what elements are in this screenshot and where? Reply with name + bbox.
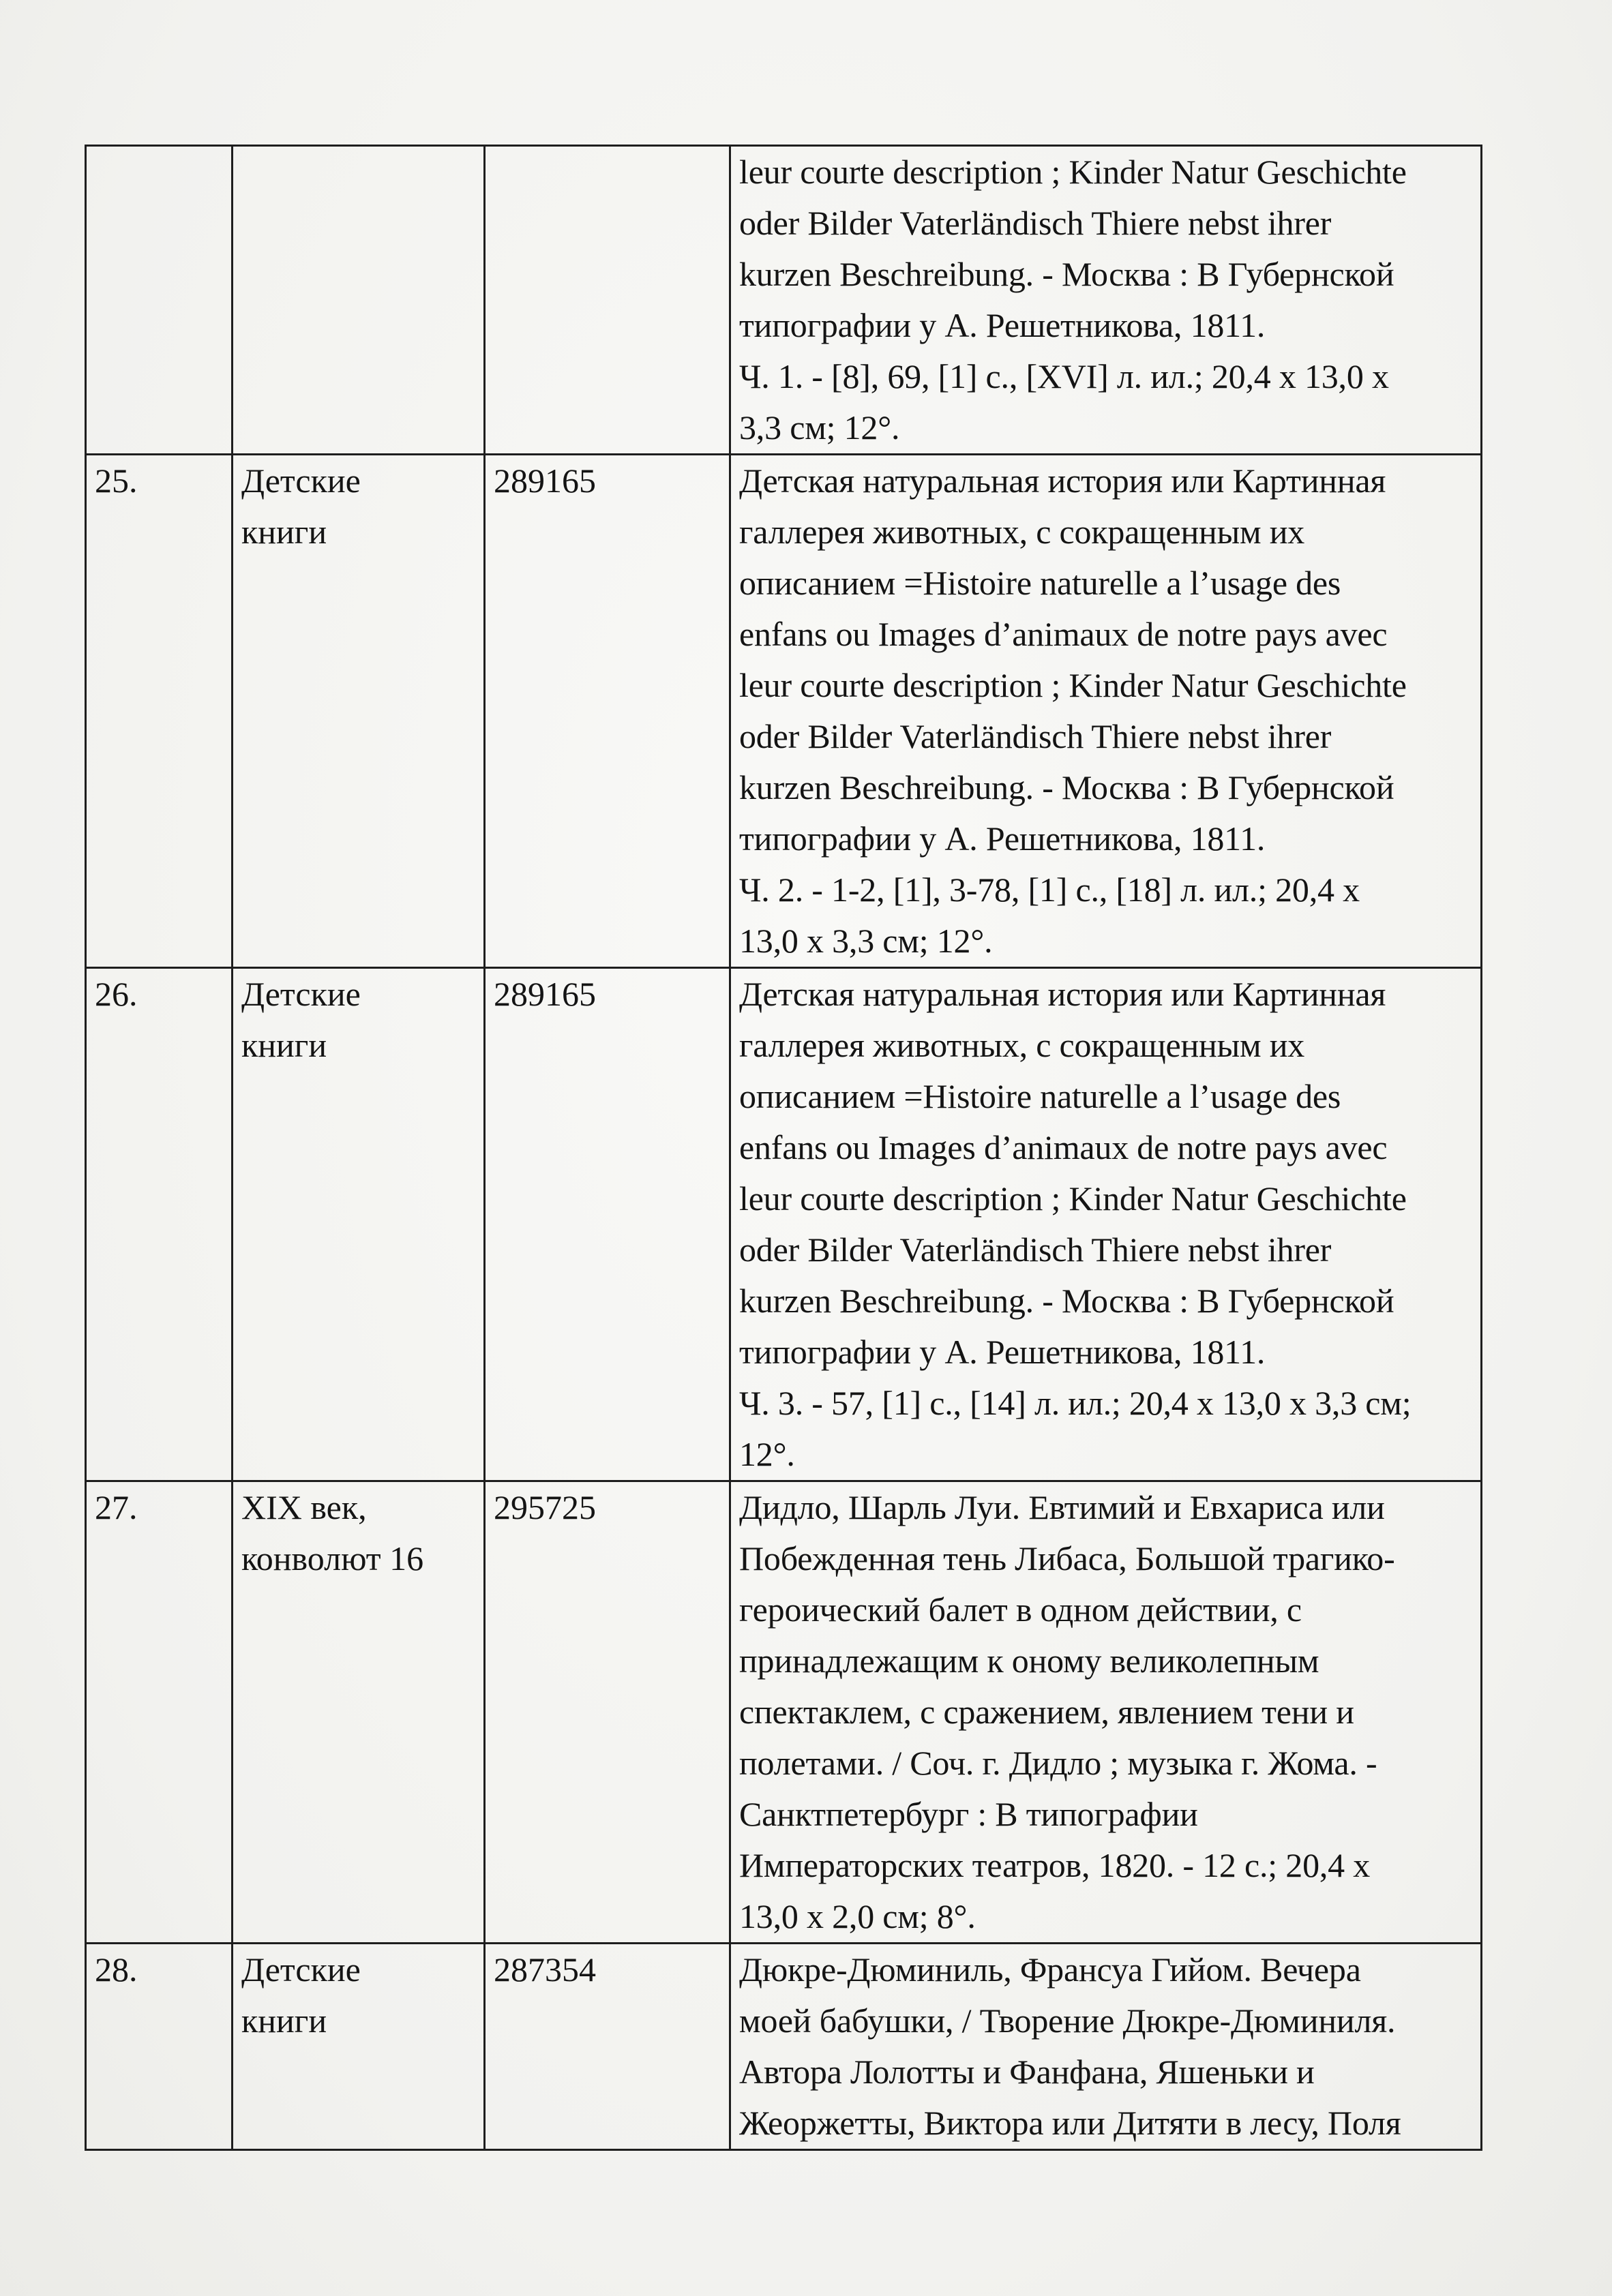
description-line: kurzen Beschreibung. - Москва : В Губернской bbox=[739, 1282, 1394, 1320]
collection-cell bbox=[233, 455, 485, 968]
collection-cell bbox=[233, 146, 485, 455]
table-row bbox=[86, 968, 1482, 1481]
description-line: oder Bilder Vaterländisch Thiere nebst ihrer bbox=[739, 204, 1332, 242]
catalog-table bbox=[85, 145, 1482, 2151]
description-line: типографии у А. Решетникова, 1811. bbox=[739, 306, 1266, 344]
catalog-table-body bbox=[86, 146, 1482, 2150]
description-line: Дюкре-Дюминиль, Франсуа Гийом. Вечера bbox=[739, 1950, 1361, 1989]
description-line: моей бабушки, / Творение Дюкре-Дюминиля. bbox=[739, 2002, 1396, 2040]
description-line: Императорских театров, 1820. - 12 с.; 20,4 х bbox=[739, 1846, 1371, 1884]
table-row bbox=[86, 1944, 1482, 2150]
description-line: Ч. 2. - 1-2, [1], 3-78, [1] с., [18] л. ил.; 20,4 х bbox=[739, 871, 1360, 909]
collection-line: конволют 16 bbox=[241, 1539, 424, 1577]
description-line: Детская натуральная история или Картинная bbox=[739, 975, 1386, 1013]
collection-line: книги bbox=[241, 2002, 327, 2040]
entry-number-cell: 25. bbox=[86, 455, 233, 968]
description-line: oder Bilder Vaterländisch Thiere nebst ihrer bbox=[739, 717, 1332, 755]
description-line: полетами. / Соч. г. Дидло ; музыка г. Жома. - bbox=[739, 1744, 1377, 1782]
entry-number-cell: 28. bbox=[86, 1944, 233, 2150]
description-line: Автора Лолотты и Фанфана, Яшеньки и bbox=[739, 2053, 1315, 2091]
bibliographic-description-cell bbox=[730, 1944, 1482, 2150]
description-line: 13,0 х 2,0 см; 8°. bbox=[739, 1897, 976, 1935]
description-line: kurzen Beschreibung. - Москва : В Губернской bbox=[739, 255, 1394, 293]
description-line: Детская натуральная история или Картинная bbox=[739, 462, 1386, 500]
inventory-number-cell: 295725 bbox=[485, 1481, 730, 1944]
collection-cell bbox=[233, 1944, 485, 2150]
bibliographic-description-cell bbox=[730, 146, 1482, 455]
table-row bbox=[86, 146, 1482, 455]
inventory-number-cell: 289165 bbox=[485, 455, 730, 968]
collection-cell bbox=[233, 968, 485, 1481]
description-line: Санктпетербург : В типографии bbox=[739, 1795, 1198, 1833]
inventory-number-cell bbox=[485, 146, 730, 455]
description-line: enfans ou Images d’animaux de notre pays avec bbox=[739, 615, 1388, 653]
description-line: Жеоржетты, Виктора или Дитяти в лесу, Поля bbox=[739, 2104, 1401, 2142]
description-line: галлерея животных, с сокращенным их bbox=[739, 1026, 1305, 1064]
description-line: описанием =Histoire naturelle a l’usage des bbox=[739, 1077, 1341, 1115]
description-line: leur courte description ; Kinder Natur Geschichte bbox=[739, 153, 1407, 191]
description-line: описанием =Histoire naturelle a l’usage des bbox=[739, 564, 1341, 602]
description-line: leur courte description ; Kinder Natur Geschichte bbox=[739, 1179, 1407, 1218]
table-row bbox=[86, 455, 1482, 968]
inventory-number-cell: 287354 bbox=[485, 1944, 730, 2150]
bibliographic-description-cell bbox=[730, 455, 1482, 968]
description-line: героический балет в одном действии, с bbox=[739, 1590, 1302, 1629]
description-line: 12°. bbox=[739, 1435, 795, 1473]
description-line: принадлежащим к оному великолепным bbox=[739, 1642, 1319, 1680]
description-line: 3,3 см; 12°. bbox=[739, 408, 900, 447]
description-line: oder Bilder Vaterländisch Thiere nebst ihrer bbox=[739, 1230, 1332, 1269]
description-line: leur courte description ; Kinder Natur Geschichte bbox=[739, 666, 1407, 704]
table-row bbox=[86, 1481, 1482, 1944]
description-line: 13,0 х 3,3 см; 12°. bbox=[739, 922, 993, 960]
collection-line: Детские bbox=[241, 462, 361, 500]
bibliographic-description-cell bbox=[730, 968, 1482, 1481]
bibliographic-description-cell bbox=[730, 1481, 1482, 1944]
collection-line: Детские bbox=[241, 975, 361, 1013]
collection-cell bbox=[233, 1481, 485, 1944]
description-line: спектаклем, с сражением, явлением тени и bbox=[739, 1693, 1354, 1731]
entry-number-cell: 27. bbox=[86, 1481, 233, 1944]
collection-line: книги bbox=[241, 513, 327, 551]
description-line: галлерея животных, с сокращенным их bbox=[739, 513, 1305, 551]
entry-number-cell bbox=[86, 146, 233, 455]
description-line: Дидло, Шарль Луи. Евтимий и Евхариса или bbox=[739, 1488, 1385, 1526]
description-line: Ч. 1. - [8], 69, [1] с., [XVI] л. ил.; 20,4 х 13,0 х bbox=[739, 357, 1389, 395]
entry-number-cell: 26. bbox=[86, 968, 233, 1481]
inventory-number-cell: 289165 bbox=[485, 968, 730, 1481]
collection-line: XIX век, bbox=[241, 1488, 367, 1526]
description-line: Побежденная тень Либаса, Большой трагико- bbox=[739, 1539, 1395, 1577]
collection-line: книги bbox=[241, 1026, 327, 1064]
description-line: Ч. 3. - 57, [1] с., [14] л. ил.; 20,4 х 13,0 х 3,3 см; bbox=[739, 1384, 1412, 1422]
collection-line: Детские bbox=[241, 1950, 361, 1989]
description-line: типографии у А. Решетникова, 1811. bbox=[739, 819, 1266, 858]
description-line: типографии у А. Решетникова, 1811. bbox=[739, 1333, 1266, 1371]
description-line: kurzen Beschreibung. - Москва : В Губернской bbox=[739, 768, 1394, 806]
description-line: enfans ou Images d’animaux de notre pays avec bbox=[739, 1128, 1388, 1166]
